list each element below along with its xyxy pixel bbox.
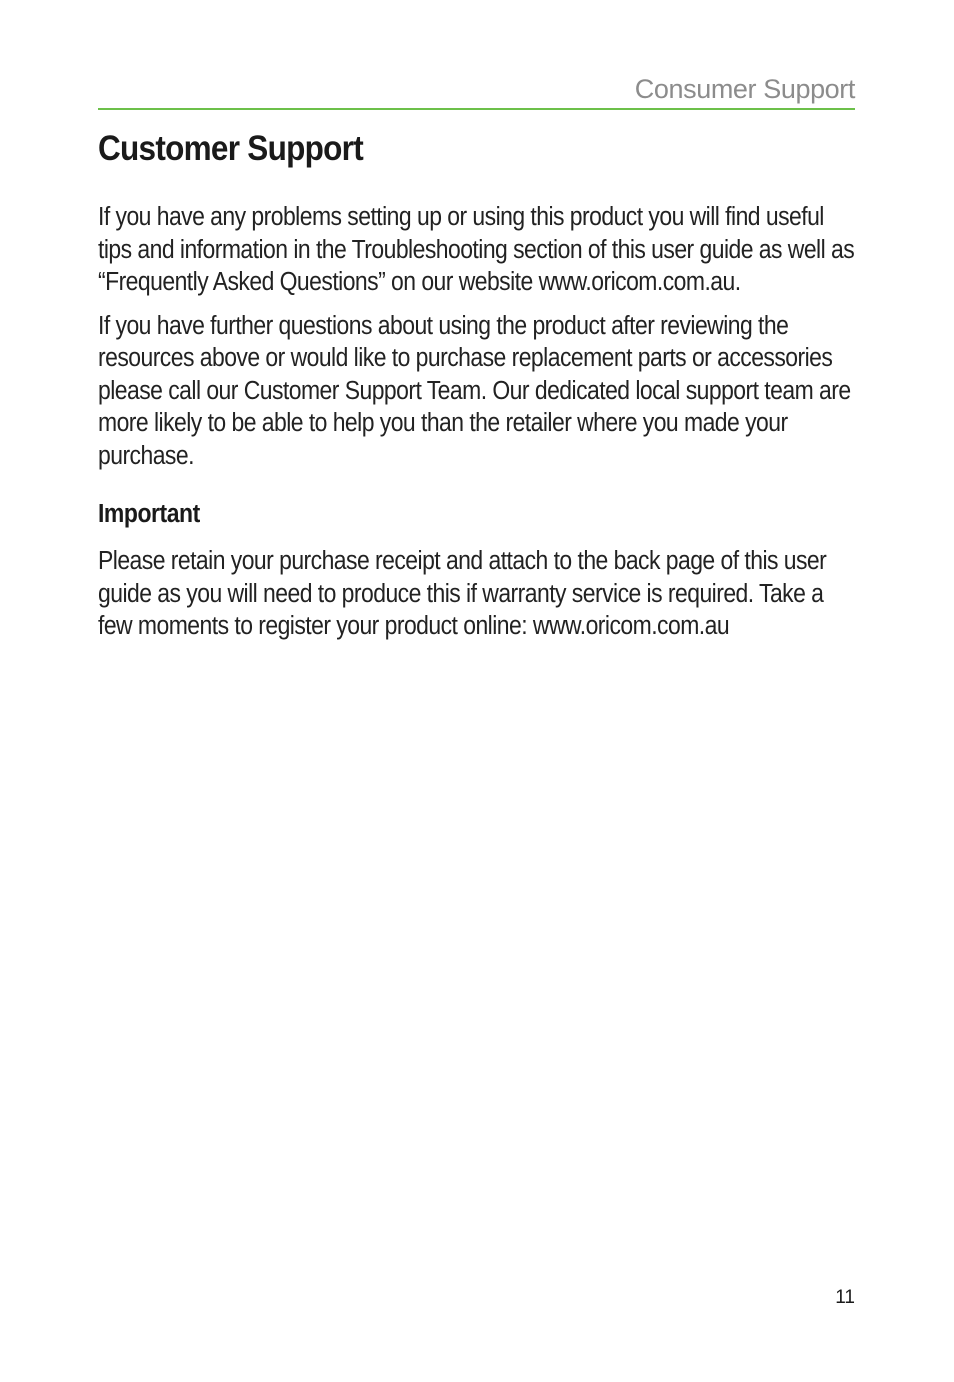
page-title: Customer Support	[98, 129, 363, 168]
support-paragraph: If you have further questions about using the product after reviewing the resources above or would like to purchase replacement parts or accessories please call our Customer Support Team. Our dedicated local support team are more likely to be able to help you than the retailer where you made your purchase.	[98, 311, 851, 470]
important-paragraph: Please retain your purchase receipt and attach to the back page of this user guide as you will need to produce this if warranty service is required. Take a few moments to register your product online: www.oricom.com.au	[98, 547, 827, 640]
page-content	[98, 126, 855, 643]
intro-paragraph: If you have any problems setting up or using this product you will find useful tips and information in the Troubleshooting section of this user guide as well as “Frequently Asked Questions” on our website www.oricom.com.au.	[98, 203, 855, 296]
important-heading: Important	[98, 500, 200, 528]
header-divider	[98, 108, 855, 110]
page-number: 11	[835, 1287, 855, 1308]
running-header: Consumer Support	[634, 74, 855, 104]
